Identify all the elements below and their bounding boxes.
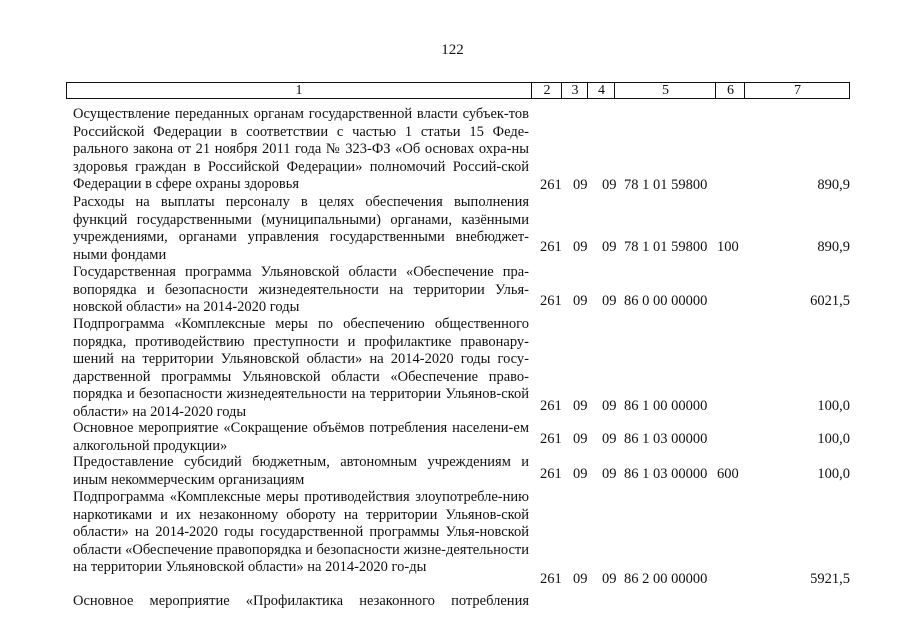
table-header [66, 82, 850, 99]
row-subsection-code: 09 [602, 466, 617, 482]
row-description: Основное мероприятие «Сокращение объёмов потребления населени-ем алкогольной продукции» [73, 420, 529, 454]
row-amount: 6021,5 [810, 293, 850, 309]
row-ministry-code: 261 [540, 431, 562, 447]
row-ministry-code: 261 [540, 239, 562, 255]
row-ministry-code: 261 [540, 398, 562, 414]
row-amount: 890,9 [817, 177, 850, 193]
row-subsection-code: 09 [602, 398, 617, 414]
row-subsection-code: 09 [602, 239, 617, 255]
row-ministry-code: 261 [540, 293, 562, 309]
row-description: Осуществление переданных органам государственной власти субъек-тов Российской Федерации в соответствии с частью 1 статьи 15 Феде-рального закона от 21 ноября 2011 года № 323-ФЗ «Об основах охра-ны здоровья граждан в Российской Федерации» полномочий Россий-ской Федерации в сфере охраны здоровья [73, 106, 529, 193]
header-col-6: 6 [715, 83, 745, 98]
row-section-code: 09 [573, 293, 588, 309]
row-target-code: 78 1 01 59800 [624, 239, 708, 255]
row-target-code: 86 1 00 00000 [624, 398, 708, 414]
row-target-code: 86 2 00 00000 [624, 571, 708, 587]
row-target-code: 86 1 03 00000 [624, 431, 708, 447]
header-col-2: 2 [531, 83, 562, 98]
page-number: 122 [441, 42, 464, 58]
row-subsection-code: 09 [602, 571, 617, 587]
row-amount: 890,9 [817, 239, 850, 255]
row-section-code: 09 [573, 431, 588, 447]
row-description: Государственная программа Ульяновской области «Обеспечение пра-вопорядка и безопасности жизнедеятельности на территории Улья-новской области» на 2014-2020 годы [73, 264, 529, 316]
row-description: Подпрограмма «Комплексные меры противодействия злоупотребле-нию наркотиками и их незаконному обороту на территории Ульянов-ской области» на 2014-2020 годы государственной программы Улья-новской области «Обеспечение правопорядка и безопасности жизне-деятельности на территории Ульяновской области» на 2014-2020 го-ды [73, 489, 529, 576]
row-description: Предоставление субсидий бюджетным, автономным учреждениям и иным некоммерческим организациям [73, 454, 529, 488]
row-amount: 100,0 [817, 466, 850, 482]
row-section-code: 09 [573, 398, 588, 414]
header-col-4: 4 [587, 83, 615, 98]
row-subsection-code: 09 [602, 293, 617, 309]
row-target-code: 86 1 03 00000 [624, 466, 708, 482]
row-section-code: 09 [573, 571, 588, 587]
header-col-3: 3 [561, 83, 588, 98]
row-ministry-code: 261 [540, 571, 562, 587]
row-description: Основное мероприятие «Профилактика незаконного потребления [73, 593, 529, 609]
row-target-code: 78 1 01 59800 [624, 177, 708, 193]
row-amount: 100,0 [817, 431, 850, 447]
row-ministry-code: 261 [540, 466, 562, 482]
row-description: Подпрограмма «Комплексные меры по обеспечению общественного порядка, противодействию преступности и профилактике правонару-шений на территории Ульяновской области» на 2014-2020 годы госу-дарственной программы Ульяновской области «Обеспечение право-порядка и безопасности жизнедеятельности на территории Ульянов-ской области» на 2014-2020 годы [73, 316, 529, 420]
header-col-7: 7 [744, 83, 850, 98]
row-section-code: 09 [573, 177, 588, 193]
row-subsection-code: 09 [602, 177, 617, 193]
row-description: Расходы на выплаты персоналу в целях обеспечения выполнения функций государственными (муниципальными) органами, казёнными учреждениями, органами управления государственными внебюджет-ными фондами [73, 194, 529, 263]
row-section-code: 09 [573, 239, 588, 255]
row-section-code: 09 [573, 466, 588, 482]
row-ministry-code: 261 [540, 177, 562, 193]
row-expense-type: 600 [717, 466, 739, 482]
row-amount: 100,0 [817, 398, 850, 414]
header-col-5: 5 [614, 83, 716, 98]
row-target-code: 86 0 00 00000 [624, 293, 708, 309]
row-subsection-code: 09 [602, 431, 617, 447]
row-amount: 5921,5 [810, 571, 850, 587]
header-col-1: 1 [295, 83, 303, 98]
row-expense-type: 100 [717, 239, 739, 255]
